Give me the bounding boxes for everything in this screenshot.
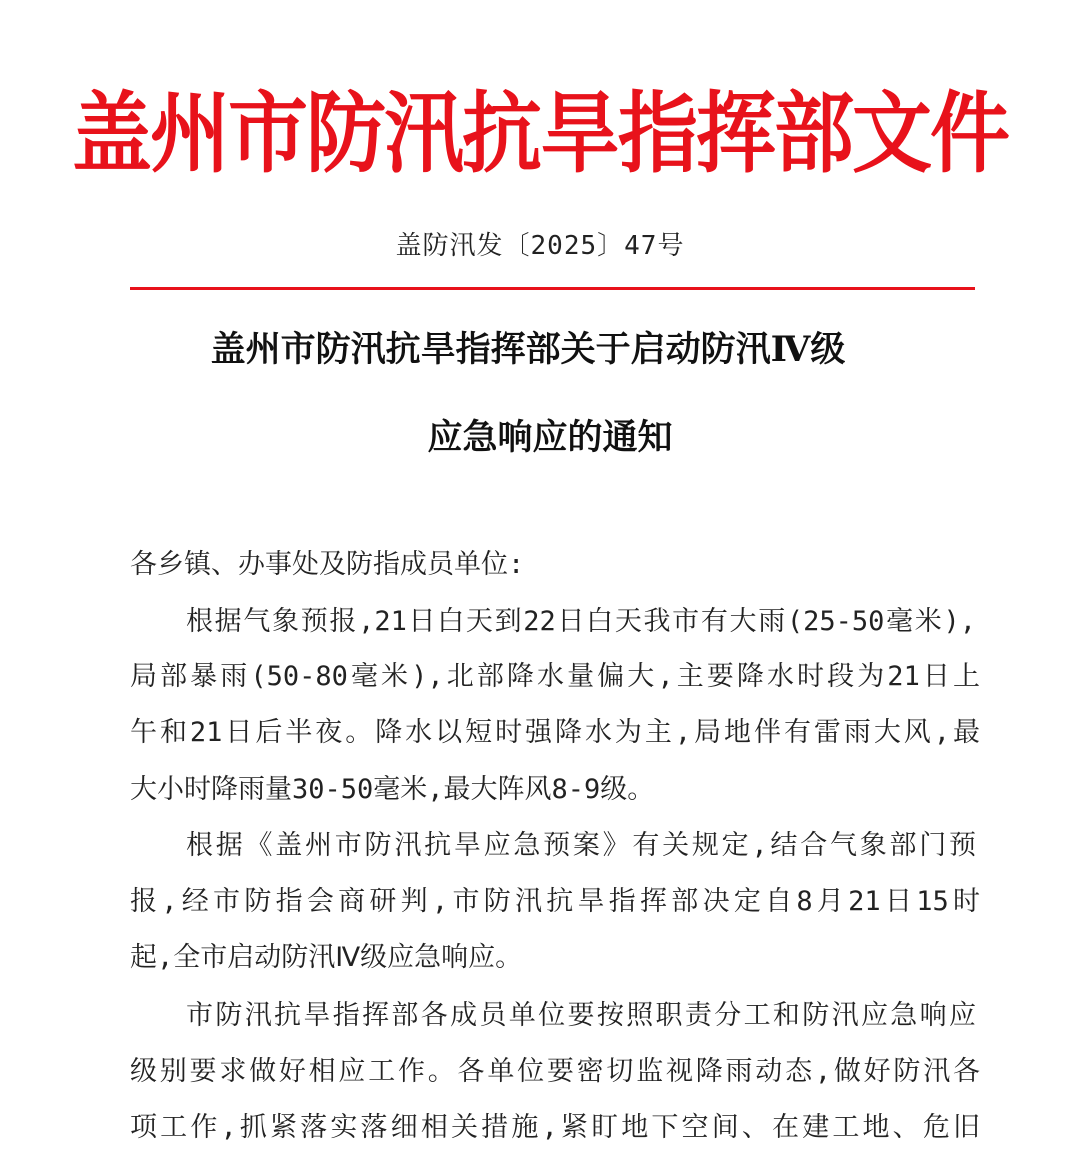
salutation: 各乡镇、办事处及防指成员单位:	[130, 549, 525, 580]
paragraph-line: 大小时降雨量30-50毫米,最大阵风8-9级。	[130, 774, 655, 805]
document-masthead: 盖州市防汛抗旱指挥部文件	[72, 81, 1008, 185]
notice-title-line-1: 盖州市防汛抗旱指挥部关于启动防汛Ⅳ级	[210, 329, 846, 370]
paragraph-line: 根据《盖州市防汛抗旱应急预案》有关规定,结合气象部门预	[186, 830, 976, 861]
paragraph-line: 项工作,抓紧落实落细相关措施,紧盯地下空间、在建工地、危旧	[130, 1112, 980, 1143]
paragraph-line: 报,经市防指会商研判,市防汛抗旱指挥部决定自8月21日15时	[130, 886, 980, 917]
paragraph-line: 市防汛抗旱指挥部各成员单位要按照职责分工和防汛应急响应	[186, 1000, 976, 1031]
paragraph-line: 根据气象预报,21日白天到22日白天我市有大雨(25-50毫米),	[186, 606, 976, 637]
paragraph-line: 局部暴雨(50-80毫米),北部降水量偏大,主要降水时段为21日上	[130, 661, 980, 692]
paragraph-line: 级别要求做好相应工作。各单位要密切监视降雨动态,做好防汛各	[130, 1056, 980, 1087]
notice-title-line-2: 应急响应的通知	[427, 417, 673, 458]
paragraph-line: 午和21日后半夜。降水以短时强降水为主,局地伴有雷雨大风,最	[130, 717, 980, 748]
paragraph-line: 起,全市启动防汛Ⅳ级应急响应。	[130, 942, 523, 973]
red-divider-line	[130, 287, 975, 290]
document-number: 盖防汛发〔2025〕47号	[395, 231, 685, 261]
